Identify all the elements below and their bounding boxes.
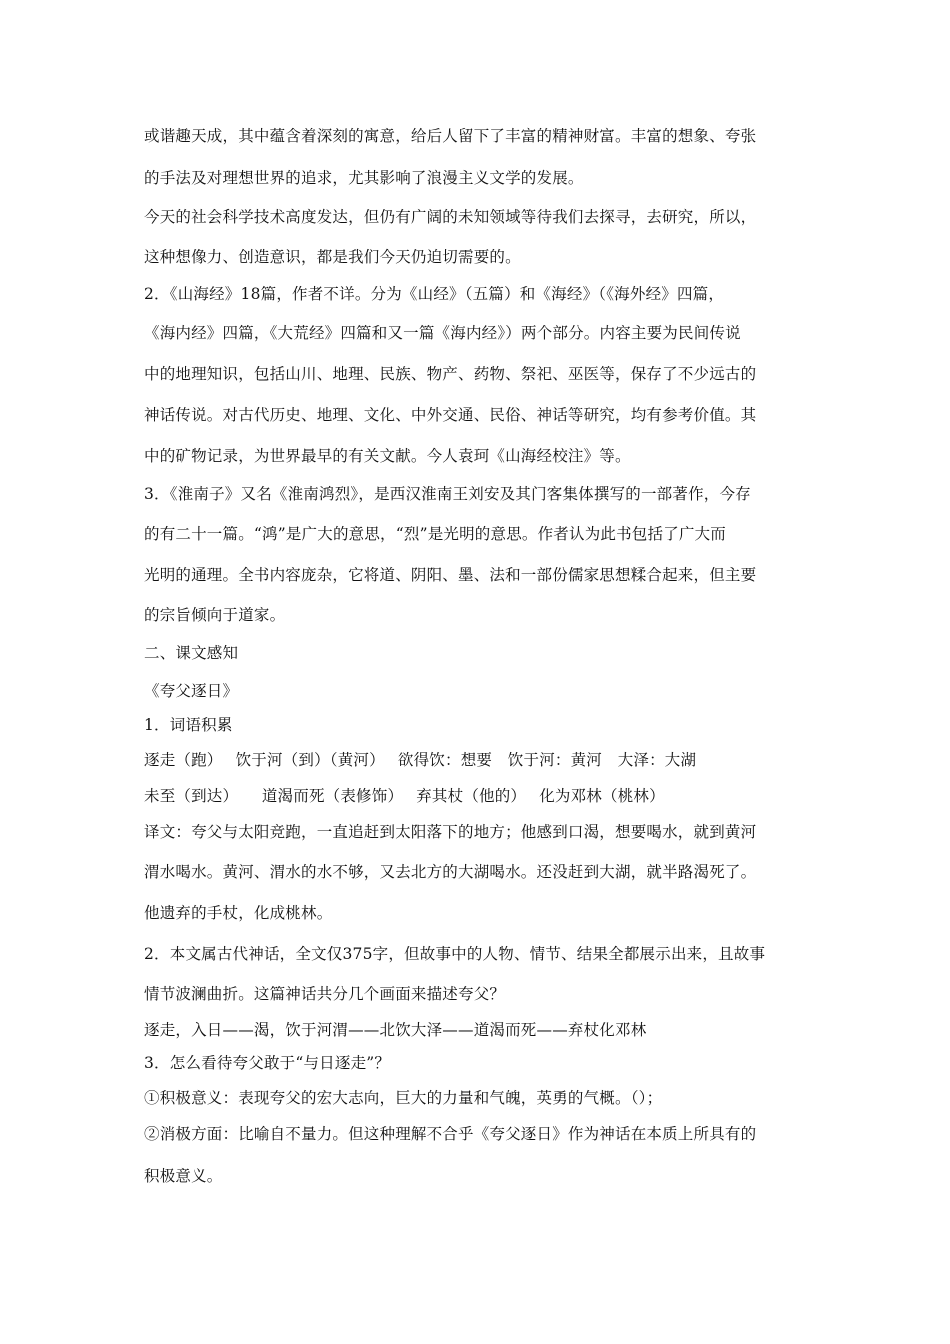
scene-sequence-line: 逐走，入日——渴，饮于河渭——北饮大泽——道渴而死——弃杖化邓林 [144,1021,647,1039]
paragraph-line-11: 的有二十一篇。“鸿”是广大的意思，“烈”是光明的意思。作者认为此书包括了广大而 [144,525,726,543]
paragraph-line-7: 中的地理知识，包括山川、地理、民族、物产、药物、祭祀、巫医等，保存了不少远古的 [144,365,757,383]
vocab-line-1: 逐走（跑） 饮于河（到）（黄河） 欲得饮：想要 饮于河：黄河 大泽：大湖 [144,751,697,769]
negative-meaning-line: ②消极方面：比喻自不量力。但这种理解不合乎《夸父逐日》作为神话在本质上所具有的 [144,1125,757,1143]
paragraph-line-5: 2．《山海经》18篇，作者不详。分为《山经》（五篇）和《海经》（《海外经》四篇， [144,285,725,303]
translation-line-3: 他遗弃的手杖，化成桃林。 [144,904,333,922]
translation-line-1: 译文：夸父与太阳竞跑，一直追赶到太阳落下的地方；他感到口渴，想要喝水，就到黄河 [144,823,757,841]
paragraph-line-1: 或谐趣天成，其中蕴含着深刻的寓意，给后人留下了丰富的精神财富。丰富的想象、夸张 [144,127,757,145]
paragraph-line-9: 中的矿物记录，为世界最早的有关文献。今人袁珂《山海经校注》等。 [144,447,631,465]
paragraph-line-2: 的手法及对理想世界的追求，尤其影响了浪漫主义文学的发展。 [144,169,584,187]
item-2-line-2: 情节波澜曲折。这篇神话共分几个画面来描述夸父？ [144,985,506,1003]
text-title: 《夸父逐日》 [144,682,239,700]
item-2-line-1: 2．本文属古代神话，全文仅375字，但故事中的人物、情节、结果全都展示出来，且故事 [144,945,766,963]
paragraph-line-8: 神话传说。对古代历史、地理、文化、中外交通、民俗、神话等研究，均有参考价值。其 [144,406,757,424]
translation-line-2: 渭水喝水。黄河、渭水的水不够，又去北方的大湖喝水。还没赶到大湖，就半路渴死了。 [144,863,757,881]
item-heading-1: 1．词语积累 [144,716,233,734]
item-heading-3: 3．怎么看待夸父敢于“与日逐走”？ [144,1054,391,1072]
positive-meaning-line: ①积极意义：表现夸父的宏大志向，巨大的力量和气魄，英勇的气概。（）； [144,1089,663,1107]
paragraph-line-12: 光明的通理。全书内容庞杂，它将道、阴阳、墨、法和一部份儒家思想糅合起来，但主要 [144,566,757,584]
vocab-line-2: 未至（到达） 道渴而死（表修饰） 弃其杖（他的） 化为邓林（桃林） [144,787,665,805]
paragraph-line-3: 今天的社会科学技术高度发达，但仍有广阔的未知领域等待我们去探寻，去研究，所以， [144,208,757,226]
closing-line: 积极意义。 [144,1167,223,1185]
paragraph-line-10: 3．《淮南子》又名《淮南鸿烈》，是西汉淮南王刘安及其门客集体撰写的一部著作，今存 [144,485,751,503]
section-heading: 二、课文感知 [144,644,239,662]
paragraph-line-13: 的宗旨倾向于道家。 [144,606,286,624]
paragraph-line-6: 《海内经》四篇，《大荒经》四篇和又一篇《海内经》）两个部分。内容主要为民间传说 [144,324,741,342]
paragraph-line-4: 这种想像力、创造意识，都是我们今天仍迫切需要的。 [144,248,521,266]
